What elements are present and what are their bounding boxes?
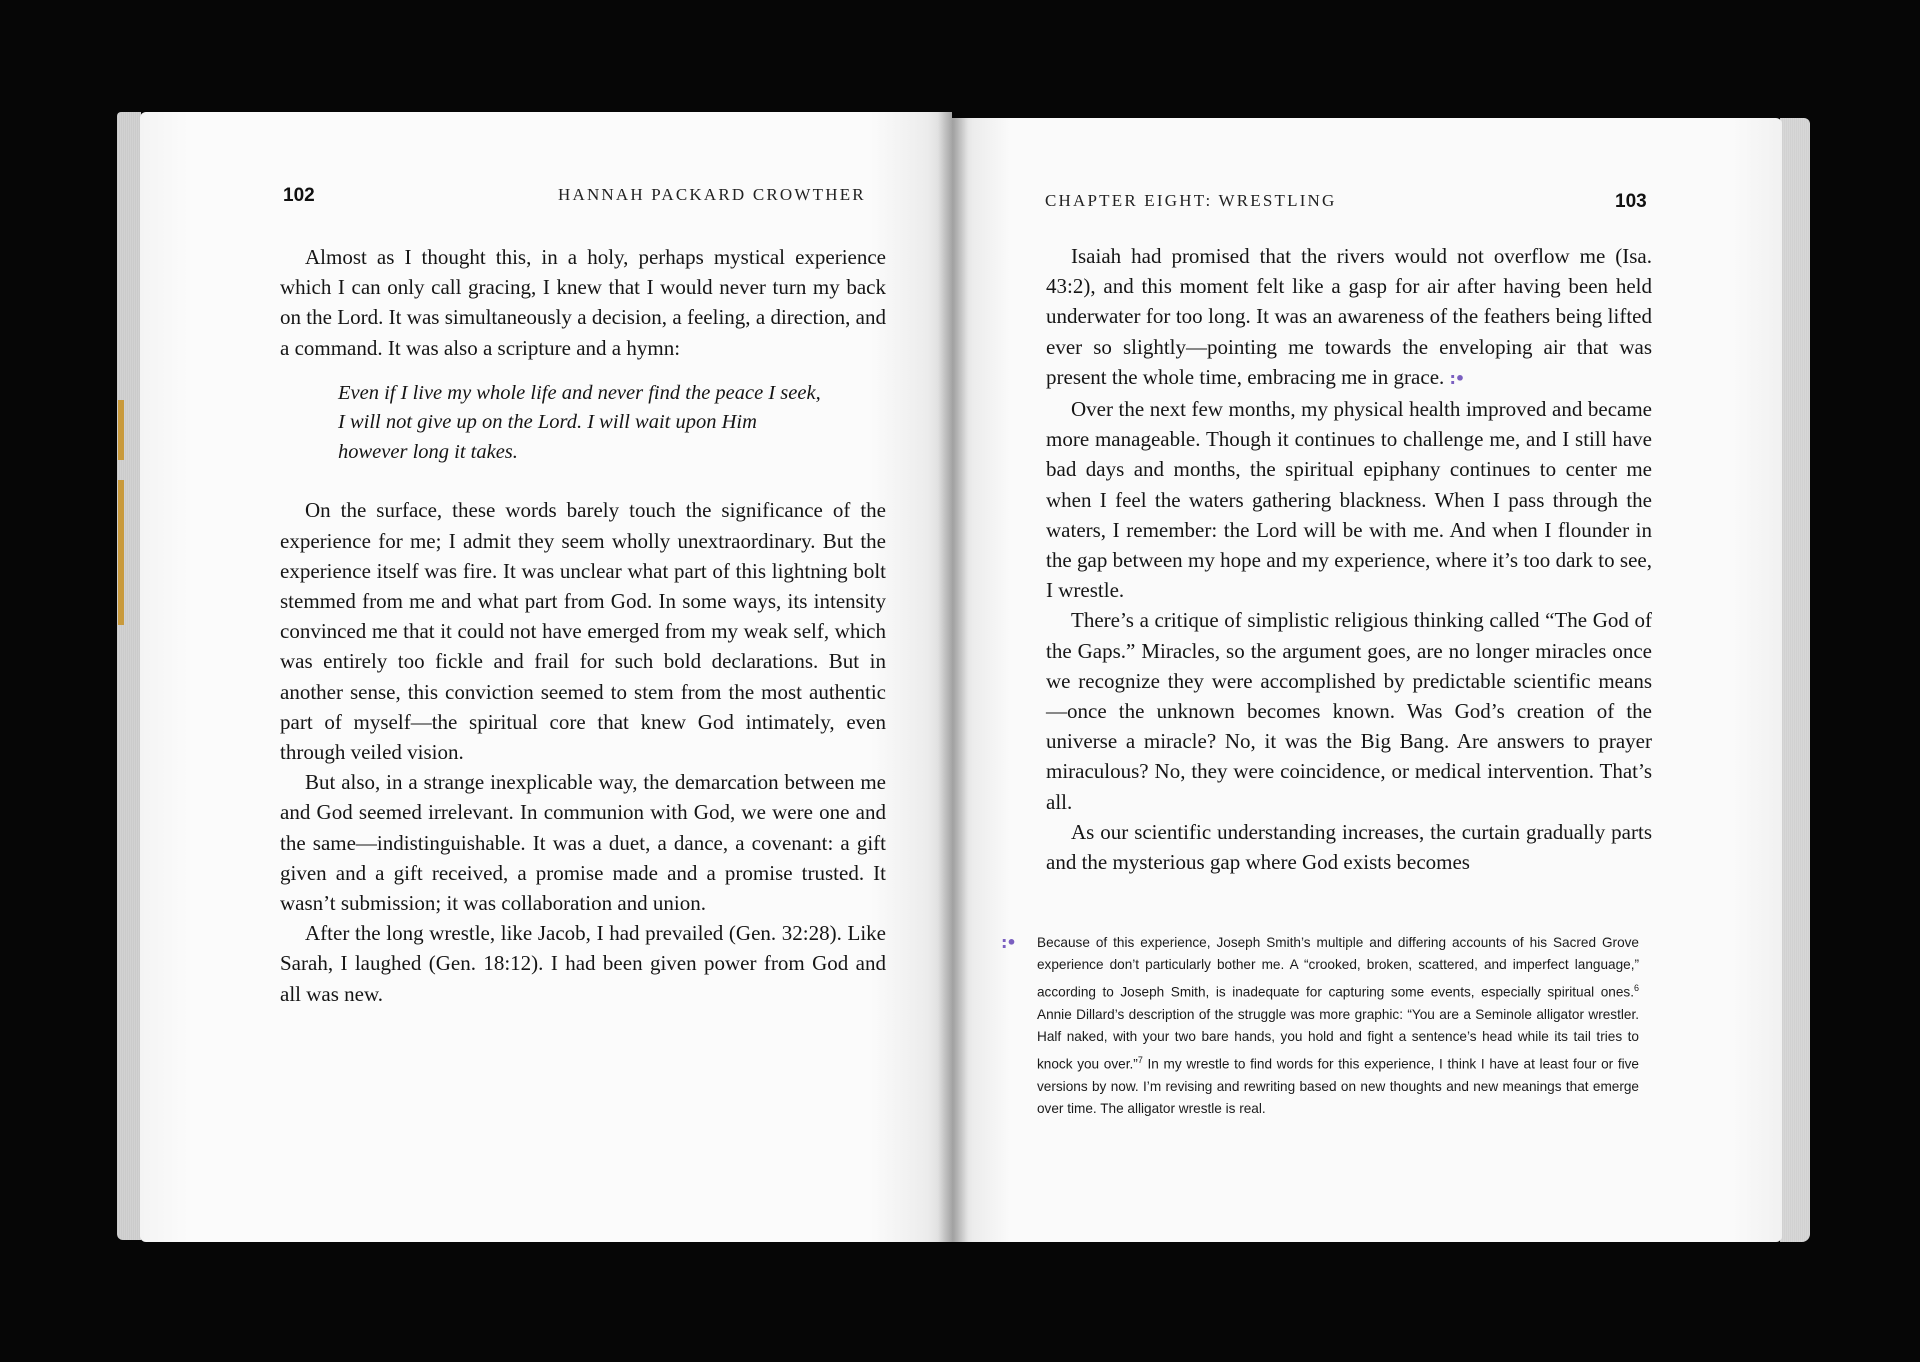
page-number: 102 [283,185,315,206]
right-page [952,118,1782,1242]
paragraph: There’s a critique of simplistic religious thinking called “The God of the Gaps.” Miracles, so the argument goes, are no longer miracles once we recognize they were accomplished by predictable scientific means—once the unknown becomes known. Was God’s creation of the universe a miracle? No, it was the Big Bang. Are answers to prayer miraculous? No, they were coincidence, or medical intervention. That’s all. [1046,608,1652,814]
paragraph: Over the next few months, my physical health improved and became more manageable. Though it continues to challenge me, and I still have bad days and months, the spiritual epiphany continues to center me when I feel the waters gathering blackness. When I pass through the waters, I remember: the Lord will be with me. And when I flounder in the gap between my hope and my experience, where it’s too dark to see, I wrestle. [1046,397,1652,603]
left-page [140,112,952,1242]
right-body-text [1046,241,1652,877]
page-tab-marker [118,400,124,460]
endnote-ref[interactable]: 7 [1137,1054,1143,1065]
book-gutter [938,112,968,1244]
paragraph: As our scientific understanding increases, the curtain gradually parts and the mysterious gap where God exists becomes [1046,819,1652,875]
paragraph-text: Isaiah had promised that the rivers would not overflow me (Isa. 43:2), and this moment felt like a gasp for air after having been held underwater for too long. It was an awareness of the feathers being lifted ever so slightly—pointing me towards the enveloping air that was present the whole time, embracing me in grace. [1046,244,1652,389]
note-marker-icon[interactable]: :• [1449,368,1465,388]
paragraph: On the surface, these words barely touch the significance of the experience for me; I admit they seem wholly unextraordinary. But the experience itself was fire. It was unclear what part of this lightning bolt stemmed from me and what part from God. In some ways, its intensity convinced me that it could not have emerged from my weak self, which was entirely too fickle and frail for such bold declarations. But in another sense, this conviction seemed to stem from the most authentic part of myself—the spiritual core that knew God intimately, even through veiled vision. [280,498,886,764]
running-head: HANNAH PACKARD CROWTHER [558,185,866,204]
left-page-stack-edge [117,112,141,1240]
page-tab-marker [118,480,124,550]
paragraph: After the long wrestle, like Jacob, I had prevailed (Gen. 32:28). Like Sarah, I laughed (Gen. 18:12). I had been given power from God and all was new. [280,921,886,1006]
footnote-text: In my wrestle to find words for this experience, I think I have at least four or five versions by now. I’m revising and rewriting based on new thoughts and new meanings that emerge over time. The alligator wrestle is real. [1037,1056,1639,1116]
page-number: 103 [1615,191,1647,212]
running-head: CHAPTER EIGHT: WRESTLING [1045,191,1337,210]
footnote-marker-icon: :• [1001,933,1016,952]
right-page-stack-edge [1780,118,1810,1242]
paragraph [1046,241,1652,394]
page-tab-marker [118,545,124,625]
paragraph: But also, in a strange inexplicable way, the demarcation between me and God seemed irrelevant. In communion with God, we were one and the same—indistinguishable. It was a duet, a dance, a covenant: a gift given and a gift received, a promise made and a promise trusted. It wasn’t submission; it was collaboration and union. [280,770,886,915]
left-body-text [280,242,886,1009]
paragraph: Almost as I thought this, in a holy, perhaps mystical experience which I can only call gracing, I knew that I would never turn my back on the Lord. It was simultaneously a decision, a feeling, a direction, and a command. It was also a scripture and a hymn: [280,245,886,360]
hymn-quote: Even if I live my whole life and never find the peace I seek, I will not give up on the Lord. I will wait upon Him however long it takes. [338,381,821,463]
endnote-ref[interactable]: 6 [1633,982,1639,993]
footnote-text: Annie Dillard’s description of the struggle was more graphic: “You are a Seminole alligator wrestler. Half naked, with your two bare hands, you hold and fight a sentence’s head while its tail tries to knock you over.” [1037,1006,1639,1072]
footnote-text: Because of this experience, Joseph Smith’s multiple and differing accounts of his Sacred Grove experience don’t particularly bother me. A “crooked, broken, scattered, and imperfect language,” according to Joseph Smith, is inadequate for capturing some events, especially spiritual ones. [1037,935,1639,1000]
footnote [1001,932,1639,1120]
